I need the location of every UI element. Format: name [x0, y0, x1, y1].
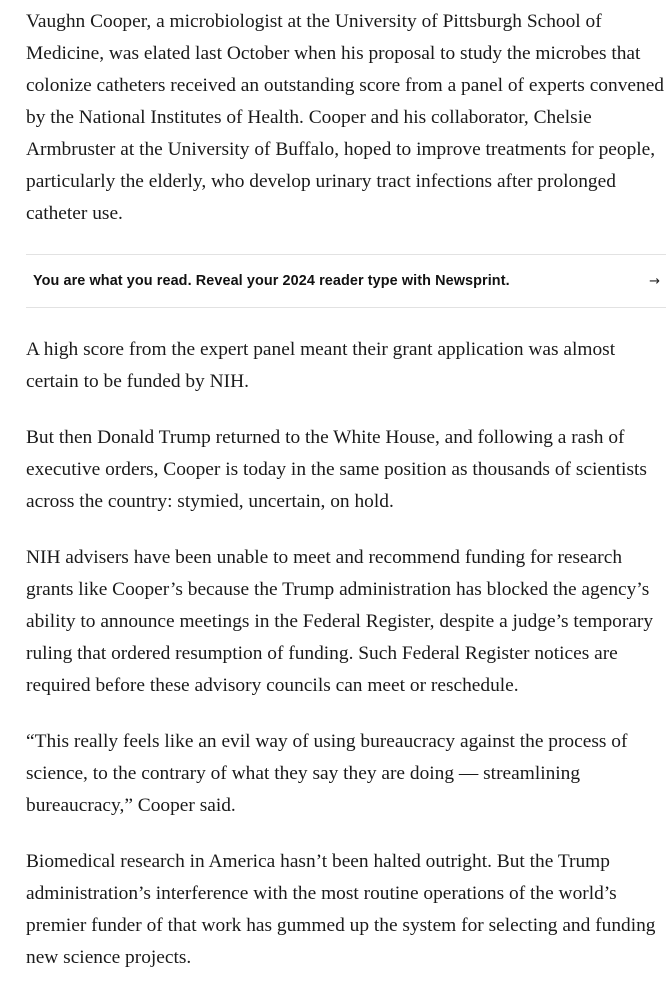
article-paragraph: But then Donald Trump returned to the White House, and following a rash of executive orders, Cooper is today in the same position as thousands of scientists across the country: stymied, uncertain, on hold.	[26, 427, 647, 512]
article-paragraph: Biomedical research in America hasn’t been halted outright. But the Trump administration’s interference with the most routine operations of the world’s premier funder of that work has gummed up the system for selecting and funding new science projects.	[26, 851, 656, 968]
promo-text: You are what you read. Reveal your 2024 reader type with Newsprint.	[33, 273, 510, 289]
arrow-right-icon: →	[649, 273, 660, 289]
article-paragraph: NIH advisers have been unable to meet and recommend funding for research grants like Cooper’s because the Trump administration has blocked the agency’s ability to announce meetings in the Federal Register, despite a judge’s temporary ruling that ordered resumption of funding. Such Federal Register notices are required before these advisory councils can meet or reschedule.	[26, 547, 654, 696]
article-paragraph: Vaughn Cooper, a microbiologist at the University of Pittsburgh School of Medicine, was elated last October when his proposal to study the microbes that colonize catheters received an outstanding score from a panel of experts convened by the National Institutes of Health. Cooper and his collaborator, Chelsie Armbruster at the University of Buffalo, hoped to improve treatments for people, particularly the elderly, who develop urinary tract infections after prolonged catheter use.	[26, 11, 664, 224]
article-paragraph: A high score from the expert panel meant their grant application was almost certain to be funded by NIH.	[26, 339, 616, 392]
newsprint-promo-link[interactable]	[26, 254, 666, 308]
article-paragraph: “This really feels like an evil way of using bureaucracy against the process of science, to the contrary of what they say they are doing — streamlining bureaucracy,” Cooper said.	[26, 731, 628, 816]
article-body	[26, 6, 666, 974]
